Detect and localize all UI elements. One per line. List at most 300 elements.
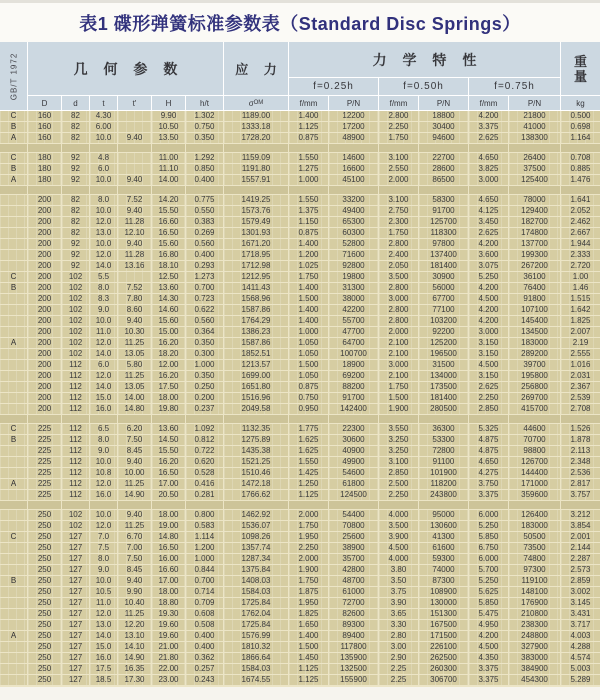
table-cell: 176900 bbox=[509, 598, 560, 608]
table-cell: 1.400 bbox=[289, 316, 328, 326]
table-cell: 4.500 bbox=[469, 360, 508, 370]
table-cell: 260300 bbox=[419, 664, 468, 674]
weight-char-1: 重 bbox=[573, 53, 587, 69]
separator-cell bbox=[224, 186, 288, 194]
table-cell: 1.950 bbox=[289, 532, 328, 542]
table-cell: 14.0 bbox=[90, 349, 117, 359]
table-cell: 91100 bbox=[419, 457, 468, 467]
table-cell: 3.80 bbox=[379, 565, 418, 575]
series-type-label bbox=[0, 316, 27, 326]
table-cell: 60300 bbox=[329, 228, 378, 238]
table-cell: 2.573 bbox=[561, 565, 600, 575]
table-cell: 0.350 bbox=[186, 338, 223, 348]
table-cell: 10.0 bbox=[90, 239, 117, 249]
separator-cell bbox=[329, 415, 378, 423]
table-cell: 18.00 bbox=[152, 510, 185, 520]
table-cell: 0.508 bbox=[186, 620, 223, 630]
table-cell: 2.031 bbox=[561, 371, 600, 381]
table-cell: 0.850 bbox=[186, 164, 223, 174]
table-cell: 3.50 bbox=[379, 576, 418, 586]
table-cell: 3.431 bbox=[561, 609, 600, 619]
separator-cell bbox=[90, 186, 117, 194]
table-cell: 5.250 bbox=[469, 272, 508, 282]
table-cell: 0.700 bbox=[186, 576, 223, 586]
table-cell: 0.775 bbox=[186, 195, 223, 205]
table-cell: 180 bbox=[28, 153, 61, 163]
table-cell: 383000 bbox=[509, 653, 560, 663]
separator-cell bbox=[561, 501, 600, 509]
table-cell: 1357.74 bbox=[224, 543, 288, 553]
table-cell: 74000 bbox=[419, 565, 468, 575]
table-cell: 18.5 bbox=[90, 675, 117, 685]
table-cell: 200 bbox=[28, 294, 61, 304]
separator-cell bbox=[329, 186, 378, 194]
separator-cell bbox=[469, 186, 508, 194]
table-cell: 67700 bbox=[419, 294, 468, 304]
table-cell: 0.800 bbox=[186, 510, 223, 520]
table-cell: 7.52 bbox=[118, 195, 151, 205]
sigma-symbol: σ bbox=[248, 98, 254, 108]
table-cell: 73500 bbox=[509, 543, 560, 553]
table-cell bbox=[118, 122, 151, 132]
table-row bbox=[0, 565, 600, 575]
table-cell: 16.50 bbox=[152, 543, 185, 553]
separator-cell bbox=[28, 144, 61, 152]
table-cell: 134500 bbox=[509, 327, 560, 337]
table-cell: 1.000 bbox=[289, 327, 328, 337]
table-cell: 102 bbox=[62, 349, 89, 359]
table-cell: 1712.98 bbox=[224, 261, 288, 271]
table-cell: 200 bbox=[28, 217, 61, 227]
table-cell: 225 bbox=[28, 479, 61, 489]
separator-cell bbox=[62, 144, 89, 152]
table-cell: 8.45 bbox=[118, 446, 151, 456]
table-cell: 30900 bbox=[419, 272, 468, 282]
table-cell: 0.708 bbox=[561, 153, 600, 163]
series-type-label: B bbox=[0, 122, 27, 132]
table-cell: 1573.76 bbox=[224, 206, 288, 216]
table-cell: 14.00 bbox=[118, 393, 151, 403]
table-row bbox=[0, 217, 600, 227]
table-cell: 183000 bbox=[509, 521, 560, 531]
title-bar bbox=[0, 3, 600, 42]
table-cell: 454300 bbox=[509, 675, 560, 685]
table-cell: 112 bbox=[62, 404, 89, 414]
table-row bbox=[0, 576, 600, 586]
table-cell: 250 bbox=[28, 510, 61, 520]
table-cell: 16.20 bbox=[152, 371, 185, 381]
table-cell: 327900 bbox=[509, 642, 560, 652]
series-type-label bbox=[0, 305, 27, 315]
table-cell: 16.60 bbox=[152, 217, 185, 227]
table-cell: 112 bbox=[62, 468, 89, 478]
series-type-label bbox=[0, 294, 27, 304]
table-cell: 13.0 bbox=[90, 620, 117, 630]
table-cell: 2.19 bbox=[561, 338, 600, 348]
table-row bbox=[0, 316, 600, 326]
table-cell: 306700 bbox=[419, 675, 468, 685]
table-cell: 262500 bbox=[419, 653, 468, 663]
table-cell: 49900 bbox=[329, 457, 378, 467]
table-cell: 200 bbox=[28, 283, 61, 293]
separator-cell bbox=[62, 415, 89, 423]
series-type-label bbox=[0, 457, 27, 467]
table-row bbox=[0, 457, 600, 467]
table-cell: 14.80 bbox=[152, 532, 185, 542]
table-cell: 0.281 bbox=[186, 490, 223, 500]
table-cell: 2.750 bbox=[379, 206, 418, 216]
series-type-label bbox=[0, 543, 27, 553]
page-title: 表1 碟形弹簧标准参数表（Standard Disc Springs） bbox=[79, 13, 521, 34]
table-cell: 6.20 bbox=[118, 424, 151, 434]
separator-cell bbox=[419, 186, 468, 194]
table-cell: 9.90 bbox=[152, 111, 185, 121]
table-cell: 8.0 bbox=[90, 195, 117, 205]
table-cell: 61800 bbox=[329, 479, 378, 489]
series-type-label: C bbox=[0, 532, 27, 542]
table-cell: 200 bbox=[28, 404, 61, 414]
table-cell: 3.100 bbox=[379, 195, 418, 205]
table-cell: 1.092 bbox=[186, 424, 223, 434]
table-cell: 14.10 bbox=[118, 642, 151, 652]
table-cell: 92 bbox=[62, 164, 89, 174]
table-cell: 26400 bbox=[509, 153, 560, 163]
table-cell: 3.600 bbox=[469, 250, 508, 260]
table-cell: 200 bbox=[28, 239, 61, 249]
series-type-label: A bbox=[0, 631, 27, 641]
table-cell: 4.000 bbox=[379, 510, 418, 520]
table-cell: 4.500 bbox=[379, 543, 418, 553]
table-cell: 9.0 bbox=[90, 565, 117, 575]
table-cell: 70700 bbox=[509, 435, 560, 445]
table-cell: 225 bbox=[28, 435, 61, 445]
table-cell: 36100 bbox=[509, 272, 560, 282]
table-cell: 6.000 bbox=[469, 510, 508, 520]
table-cell: 92 bbox=[62, 153, 89, 163]
table-row bbox=[0, 111, 600, 121]
table-cell: 16.0 bbox=[90, 653, 117, 663]
table-row bbox=[0, 404, 600, 414]
table-cell: 88200 bbox=[329, 382, 378, 392]
block-separator-row bbox=[0, 415, 600, 423]
table-cell: 4.500 bbox=[469, 294, 508, 304]
table-cell: 5.850 bbox=[469, 598, 508, 608]
table-cell: 127 bbox=[62, 565, 89, 575]
col-header-D: D bbox=[28, 96, 61, 110]
table-cell: 1189.00 bbox=[224, 111, 288, 121]
col-header-p-n-3: P/N bbox=[509, 96, 560, 110]
table-cell: 200 bbox=[28, 305, 61, 315]
table-cell: 9.0 bbox=[90, 305, 117, 315]
table-cell: 174800 bbox=[509, 228, 560, 238]
table-cell: 2.625 bbox=[469, 133, 508, 143]
table-cell: 3.250 bbox=[379, 435, 418, 445]
table-cell: 9.40 bbox=[118, 206, 151, 216]
table-cell: 1287.34 bbox=[224, 554, 288, 564]
table-cell: 3.150 bbox=[469, 338, 508, 348]
table-cell: 2.800 bbox=[379, 111, 418, 121]
table-cell: 0.500 bbox=[561, 111, 600, 121]
table-cell: 1098.26 bbox=[224, 532, 288, 542]
table-cell: 250 bbox=[28, 653, 61, 663]
table-cell: 3.145 bbox=[561, 598, 600, 608]
mechanical-group bbox=[289, 42, 560, 110]
col-header-h-over-t: h/t bbox=[186, 96, 223, 110]
table-cell: 0.300 bbox=[186, 349, 223, 359]
table-cell: 1.302 bbox=[186, 111, 223, 121]
table-cell: 200 bbox=[28, 228, 61, 238]
table-cell: 3.000 bbox=[469, 327, 508, 337]
table-cell: 225 bbox=[28, 457, 61, 467]
table-cell: 4.200 bbox=[469, 111, 508, 121]
table-cell: 2.250 bbox=[379, 490, 418, 500]
table-row bbox=[0, 250, 600, 260]
table-cell: 0.723 bbox=[186, 294, 223, 304]
table-cell: 1301.93 bbox=[224, 228, 288, 238]
table-cell: 2.859 bbox=[561, 576, 600, 586]
table-cell: 2.817 bbox=[561, 479, 600, 489]
table-cell: 82 bbox=[62, 206, 89, 216]
table-cell: 11.10 bbox=[152, 164, 185, 174]
series-type-label: B bbox=[0, 576, 27, 586]
table-cell: 11.25 bbox=[118, 609, 151, 619]
table-cell: 248800 bbox=[509, 631, 560, 641]
table-cell: 92200 bbox=[419, 327, 468, 337]
table-cell: 1472.18 bbox=[224, 479, 288, 489]
table-cell: 200 bbox=[28, 360, 61, 370]
table-cell: 12.00 bbox=[152, 360, 185, 370]
table-cell: 2.348 bbox=[561, 457, 600, 467]
table-row bbox=[0, 122, 600, 132]
table-cell: 1728.20 bbox=[224, 133, 288, 143]
table-cell: 14.60 bbox=[152, 305, 185, 315]
table-cell: 1.550 bbox=[289, 195, 328, 205]
table-cell: 92 bbox=[62, 250, 89, 260]
table-cell: 11.25 bbox=[118, 338, 151, 348]
table-cell: 54600 bbox=[329, 468, 378, 478]
table-cell: 17200 bbox=[329, 122, 378, 132]
table-cell: 18900 bbox=[329, 360, 378, 370]
table-cell: 7.50 bbox=[118, 435, 151, 445]
table-cell: 225 bbox=[28, 446, 61, 456]
table-cell: 118200 bbox=[419, 479, 468, 489]
table-cell: 160 bbox=[28, 133, 61, 143]
table-row bbox=[0, 228, 600, 238]
series-type-label: C bbox=[0, 111, 27, 121]
table-cell: 61600 bbox=[419, 543, 468, 553]
table-cell: 148100 bbox=[509, 587, 560, 597]
table-cell: 14.20 bbox=[152, 195, 185, 205]
separator-cell bbox=[419, 415, 468, 423]
table-cell: 72700 bbox=[329, 598, 378, 608]
table-cell: 1.550 bbox=[289, 457, 328, 467]
table-cell: 1.375 bbox=[289, 206, 328, 216]
table-cell: 100700 bbox=[329, 349, 378, 359]
table-cell: 250 bbox=[28, 532, 61, 542]
table-cell: 11.25 bbox=[118, 371, 151, 381]
table-cell: 17.50 bbox=[152, 382, 185, 392]
table-cell: 181400 bbox=[419, 393, 468, 403]
table-cell: 16.80 bbox=[152, 250, 185, 260]
table-cell: 2.000 bbox=[289, 554, 328, 564]
series-type-label bbox=[0, 490, 27, 500]
separator-cell bbox=[224, 144, 288, 152]
table-cell: 1419.25 bbox=[224, 195, 288, 205]
table-cell: 16.50 bbox=[152, 468, 185, 478]
table-cell: 1.400 bbox=[289, 283, 328, 293]
table-cell: 8.45 bbox=[118, 565, 151, 575]
table-cell: 0.950 bbox=[289, 404, 328, 414]
table-cell: 4.003 bbox=[561, 631, 600, 641]
series-type-label bbox=[0, 468, 27, 478]
table-cell: 144400 bbox=[509, 468, 560, 478]
table-cell: 1408.03 bbox=[224, 576, 288, 586]
table-row bbox=[0, 294, 600, 304]
table-cell: 13.60 bbox=[152, 424, 185, 434]
table-cell: 20.50 bbox=[152, 490, 185, 500]
table-cell: 8.3 bbox=[90, 294, 117, 304]
table-cell: 2.333 bbox=[561, 250, 600, 260]
table-cell: 1.642 bbox=[561, 305, 600, 315]
table-cell: 200 bbox=[28, 382, 61, 392]
table-cell bbox=[118, 111, 151, 121]
table-cell: 200 bbox=[28, 371, 61, 381]
table-cell: 97300 bbox=[509, 565, 560, 575]
table-cell: 6.0 bbox=[90, 360, 117, 370]
series-type-label: C bbox=[0, 153, 27, 163]
table-cell: 1.400 bbox=[289, 239, 328, 249]
table-cell: 0.350 bbox=[186, 371, 223, 381]
separator-cell bbox=[379, 415, 418, 423]
table-cell: 21.80 bbox=[152, 653, 185, 663]
table-cell: 16.0 bbox=[90, 490, 117, 500]
separator-cell bbox=[561, 144, 600, 152]
table-cell: 14.0 bbox=[90, 382, 117, 392]
table-cell: 2.625 bbox=[469, 382, 508, 392]
table-cell: 269700 bbox=[509, 393, 560, 403]
table-cell: 1.825 bbox=[561, 316, 600, 326]
table-cell: 3.825 bbox=[469, 164, 508, 174]
table-cell: 10.40 bbox=[118, 598, 151, 608]
table-cell: 91700 bbox=[329, 393, 378, 403]
separator-cell bbox=[469, 501, 508, 509]
table-cell: 10.30 bbox=[118, 327, 151, 337]
table-cell: 3.550 bbox=[379, 424, 418, 434]
table-cell: 13.05 bbox=[118, 382, 151, 392]
table-cell: 71600 bbox=[329, 250, 378, 260]
table-cell: 89400 bbox=[329, 631, 378, 641]
table-cell: 0.250 bbox=[186, 382, 223, 392]
table-cell: 138300 bbox=[509, 133, 560, 143]
table-cell: 1.500 bbox=[379, 393, 418, 403]
table-cell: 35700 bbox=[329, 554, 378, 564]
table-cell: 243800 bbox=[419, 490, 468, 500]
table-cell: 1.400 bbox=[289, 111, 328, 121]
series-type-label bbox=[0, 565, 27, 575]
table-cell: 1766.62 bbox=[224, 490, 288, 500]
table-cell: 3.375 bbox=[469, 675, 508, 685]
geometry-columns bbox=[28, 96, 223, 110]
table-cell: 210800 bbox=[509, 609, 560, 619]
table-cell: 250 bbox=[28, 664, 61, 674]
table-cell: 127 bbox=[62, 543, 89, 553]
separator-cell bbox=[289, 144, 328, 152]
table-cell: 102 bbox=[62, 521, 89, 531]
separator-cell bbox=[379, 144, 418, 152]
separator-cell bbox=[152, 501, 185, 509]
table-cell: 69200 bbox=[329, 371, 378, 381]
table-cell: 10.0 bbox=[90, 510, 117, 520]
table-cell: 1.050 bbox=[289, 371, 328, 381]
table-cell: 250 bbox=[28, 642, 61, 652]
separator-cell bbox=[186, 186, 223, 194]
table-cell: 13.0 bbox=[90, 228, 117, 238]
table-cell: 0.550 bbox=[186, 206, 223, 216]
separator-cell bbox=[509, 415, 560, 423]
table-cell: 82 bbox=[62, 195, 89, 205]
table-cell: 1579.49 bbox=[224, 217, 288, 227]
table-cell: 1510.46 bbox=[224, 468, 288, 478]
table-cell: 7.80 bbox=[118, 294, 151, 304]
table-cell: 250 bbox=[28, 543, 61, 553]
table-cell: 2.000 bbox=[379, 175, 418, 185]
table-cell: 0.400 bbox=[186, 250, 223, 260]
table-cell: 225 bbox=[28, 468, 61, 478]
table-cell: 10.0 bbox=[90, 133, 117, 143]
table-cell: 16.20 bbox=[152, 457, 185, 467]
table-cell: 49400 bbox=[329, 206, 378, 216]
table-cell: 127 bbox=[62, 675, 89, 685]
series-type-label bbox=[0, 360, 27, 370]
table-cell: 0.350 bbox=[186, 133, 223, 143]
table-row bbox=[0, 532, 600, 542]
separator-cell bbox=[186, 415, 223, 423]
table-cell: 19.60 bbox=[152, 631, 185, 641]
table-cell: 1.250 bbox=[289, 479, 328, 489]
table-cell: 1.550 bbox=[289, 153, 328, 163]
separator-cell bbox=[118, 144, 151, 152]
table-cell: 2.001 bbox=[561, 532, 600, 542]
table-cell: 2.800 bbox=[379, 239, 418, 249]
table-cell: 2.800 bbox=[379, 305, 418, 315]
mechanical-columns bbox=[289, 96, 560, 110]
table-cell: 4.650 bbox=[469, 195, 508, 205]
separator-cell bbox=[186, 501, 223, 509]
table-row bbox=[0, 164, 600, 174]
table-cell: 18800 bbox=[419, 111, 468, 121]
table-cell: 70800 bbox=[329, 521, 378, 531]
table-cell: 200 bbox=[28, 327, 61, 337]
series-type-label bbox=[0, 587, 27, 597]
table-cell: 112 bbox=[62, 382, 89, 392]
table-cell: 1651.80 bbox=[224, 382, 288, 392]
table-cell: 2.25 bbox=[379, 675, 418, 685]
separator-cell bbox=[224, 501, 288, 509]
table-cell: 5.850 bbox=[469, 532, 508, 542]
table-cell: 1.025 bbox=[289, 261, 328, 271]
table-cell bbox=[118, 164, 151, 174]
separator-cell bbox=[118, 186, 151, 194]
table-cell: 2.462 bbox=[561, 217, 600, 227]
table-cell: 7.52 bbox=[118, 283, 151, 293]
table-cell: 4.200 bbox=[469, 239, 508, 249]
separator-cell bbox=[289, 186, 328, 194]
table-cell: 42200 bbox=[329, 305, 378, 315]
table-cell: 4.200 bbox=[469, 631, 508, 641]
series-type-label bbox=[0, 327, 27, 337]
table-cell: 1.125 bbox=[289, 122, 328, 132]
series-type-label bbox=[0, 554, 27, 564]
